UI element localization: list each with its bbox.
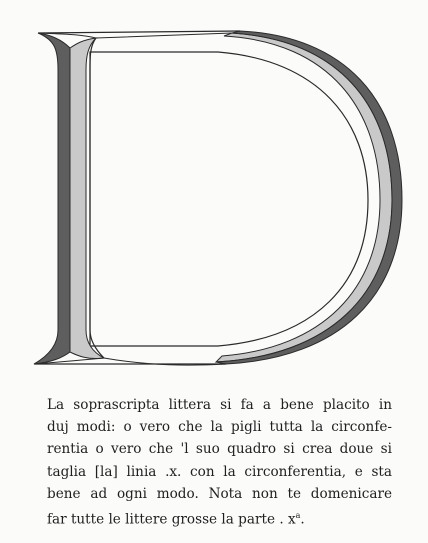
caption-last-line (47, 505, 392, 531)
caption-line: far tutte le littere grosse la parte . x (47, 511, 296, 528)
caption-line: bene ad ogni modo. Nota non te domenicare (47, 485, 392, 502)
caption-end-punctuation: . (300, 511, 305, 528)
caption-line: La soprascripta littera si fa a bene placito in (47, 397, 392, 413)
letter-top-contour (38, 31, 240, 33)
caption-text (47, 394, 392, 531)
caption-line: rentia o vero che 'l suo quadro si crea doue si (47, 441, 392, 458)
letter-top-serif (38, 33, 232, 38)
caption-line: duj modi: o vero che la pigli tutta la circonfe- (47, 419, 392, 436)
letter-counter (90, 52, 368, 346)
caption-line: taglia [la] linia .x. con la circonferentia, e sta (47, 463, 392, 480)
caption-superscript: a (295, 511, 301, 521)
letter-stem-dark-shade (34, 33, 70, 364)
